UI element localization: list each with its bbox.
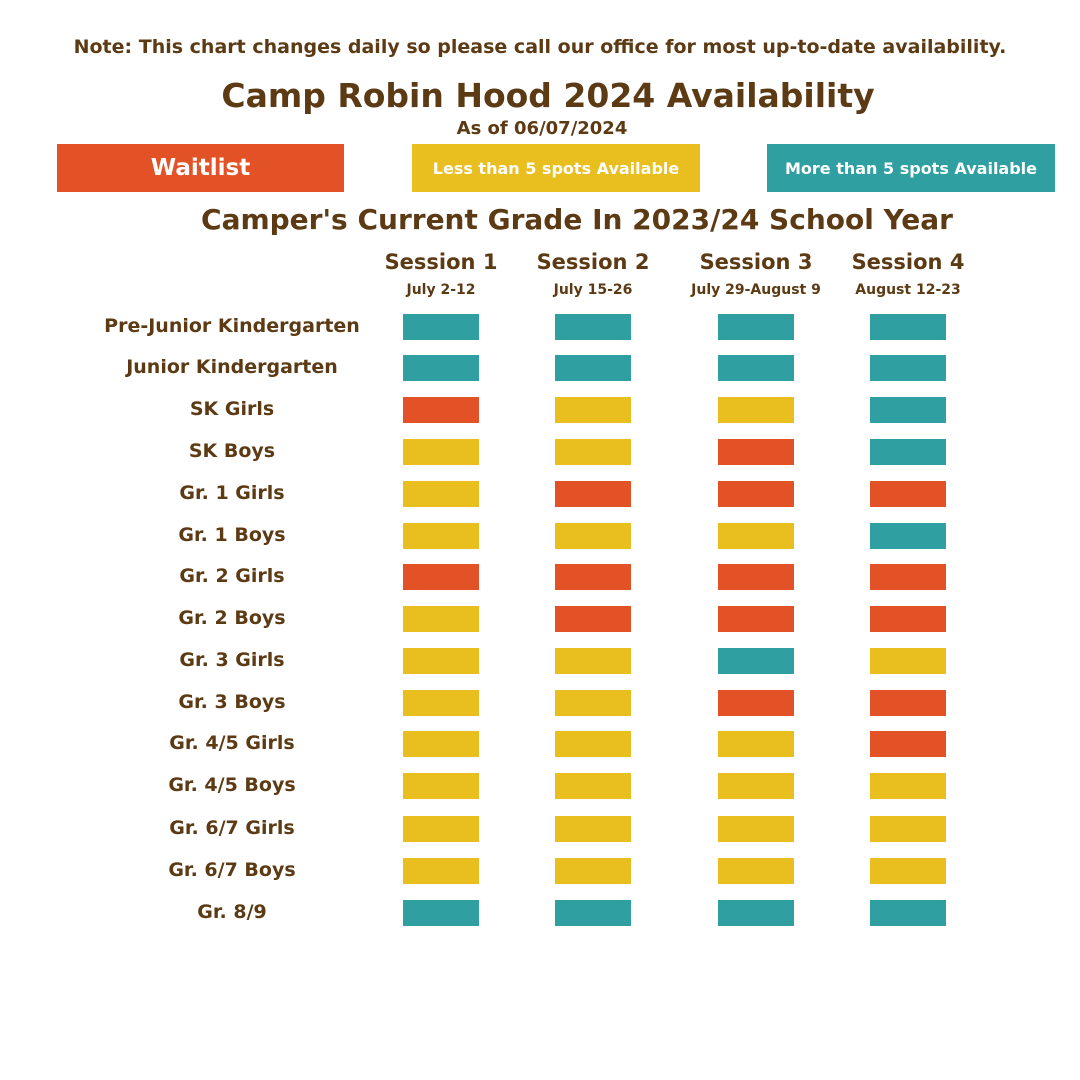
availability-cell-waitlist <box>718 606 794 632</box>
row-label: Gr. 3 Boys <box>178 691 286 713</box>
availability-cell-more <box>718 355 794 381</box>
row-label: SK Girls <box>189 398 275 420</box>
availability-cell-less <box>870 858 946 884</box>
row-label: Gr. 6/7 Boys <box>168 859 296 881</box>
availability-cell-more <box>555 355 631 381</box>
page-title: Camp Robin Hood 2024 Availability <box>221 76 875 115</box>
availability-cell-waitlist <box>870 731 946 757</box>
availability-cell-more <box>870 314 946 340</box>
availability-cell-less <box>718 773 794 799</box>
session-1-dates: July 2-12 <box>406 282 476 298</box>
availability-cell-less <box>555 858 631 884</box>
availability-cell-less <box>403 523 479 549</box>
availability-cell-waitlist <box>403 564 479 590</box>
availability-cell-less <box>555 690 631 716</box>
row-label: SK Boys <box>188 440 276 462</box>
availability-cell-less <box>403 606 479 632</box>
row-label: Gr. 1 Girls <box>179 482 285 504</box>
availability-cell-less <box>403 439 479 465</box>
availability-note: Note: This chart changes daily so please call our office for most up-to-date availability. <box>73 36 1007 58</box>
availability-cell-less <box>718 816 794 842</box>
availability-cell-less <box>718 397 794 423</box>
availability-cell-more <box>718 314 794 340</box>
availability-cell-less <box>718 858 794 884</box>
legend-waitlist: Waitlist <box>57 144 344 192</box>
row-label: Gr. 2 Boys <box>178 607 286 629</box>
availability-cell-less <box>870 816 946 842</box>
session-4-dates: August 12-23 <box>855 282 961 298</box>
availability-cell-more <box>718 900 794 926</box>
row-label: Pre-Junior Kindergarten <box>104 315 360 337</box>
availability-cell-waitlist <box>718 481 794 507</box>
session-2-name: Session 2 <box>536 250 650 274</box>
availability-cell-more <box>870 397 946 423</box>
availability-cell-less <box>555 731 631 757</box>
availability-cell-more <box>870 439 946 465</box>
availability-cell-more <box>555 314 631 340</box>
availability-cell-waitlist <box>870 690 946 716</box>
availability-cell-less <box>870 773 946 799</box>
grade-heading: Camper's Current Grade In 2023/24 School Year <box>201 203 953 236</box>
session-3-dates: July 29-August 9 <box>691 282 821 298</box>
availability-cell-waitlist <box>718 439 794 465</box>
row-label: Gr. 2 Girls <box>179 565 285 587</box>
availability-cell-less <box>403 481 479 507</box>
legend-less-than-5: Less than 5 spots Available <box>412 144 700 192</box>
availability-cell-waitlist <box>555 564 631 590</box>
availability-cell-more <box>403 314 479 340</box>
availability-cell-more <box>870 355 946 381</box>
legend-more-than-5: More than 5 spots Available <box>767 144 1055 192</box>
row-label: Gr. 4/5 Boys <box>168 774 296 796</box>
availability-cell-less <box>403 648 479 674</box>
availability-cell-less <box>870 648 946 674</box>
session-3-name: Session 3 <box>699 250 813 274</box>
availability-cell-less <box>403 690 479 716</box>
availability-cell-waitlist <box>718 564 794 590</box>
availability-cell-waitlist <box>870 606 946 632</box>
row-label: Gr. 4/5 Girls <box>169 732 295 754</box>
row-label: Gr. 3 Girls <box>179 649 285 671</box>
availability-cell-less <box>403 731 479 757</box>
availability-cell-waitlist <box>403 397 479 423</box>
availability-cell-more <box>718 648 794 674</box>
availability-cell-more <box>555 900 631 926</box>
availability-cell-less <box>403 773 479 799</box>
availability-cell-waitlist <box>870 481 946 507</box>
availability-cell-waitlist <box>870 564 946 590</box>
row-label: Gr. 1 Boys <box>178 524 286 546</box>
session-1-name: Session 1 <box>384 250 498 274</box>
availability-cell-more <box>403 900 479 926</box>
availability-cell-less <box>555 648 631 674</box>
row-label: Gr. 8/9 <box>197 901 267 923</box>
availability-cell-less <box>555 439 631 465</box>
availability-cell-less <box>403 858 479 884</box>
availability-cell-less <box>718 523 794 549</box>
row-label: Gr. 6/7 Girls <box>169 817 295 839</box>
availability-cell-less <box>555 523 631 549</box>
availability-cell-more <box>403 355 479 381</box>
availability-cell-waitlist <box>718 690 794 716</box>
row-label: Junior Kindergarten <box>126 356 338 378</box>
availability-cell-less <box>555 773 631 799</box>
session-2-dates: July 15-26 <box>553 282 633 298</box>
availability-cell-less <box>555 816 631 842</box>
availability-cell-less <box>403 816 479 842</box>
availability-cell-less <box>718 731 794 757</box>
availability-cell-more <box>870 900 946 926</box>
availability-cell-waitlist <box>555 481 631 507</box>
as-of-date: As of 06/07/2024 <box>456 118 628 139</box>
availability-cell-waitlist <box>555 606 631 632</box>
availability-cell-more <box>870 523 946 549</box>
availability-cell-less <box>555 397 631 423</box>
session-4-name: Session 4 <box>851 250 965 274</box>
